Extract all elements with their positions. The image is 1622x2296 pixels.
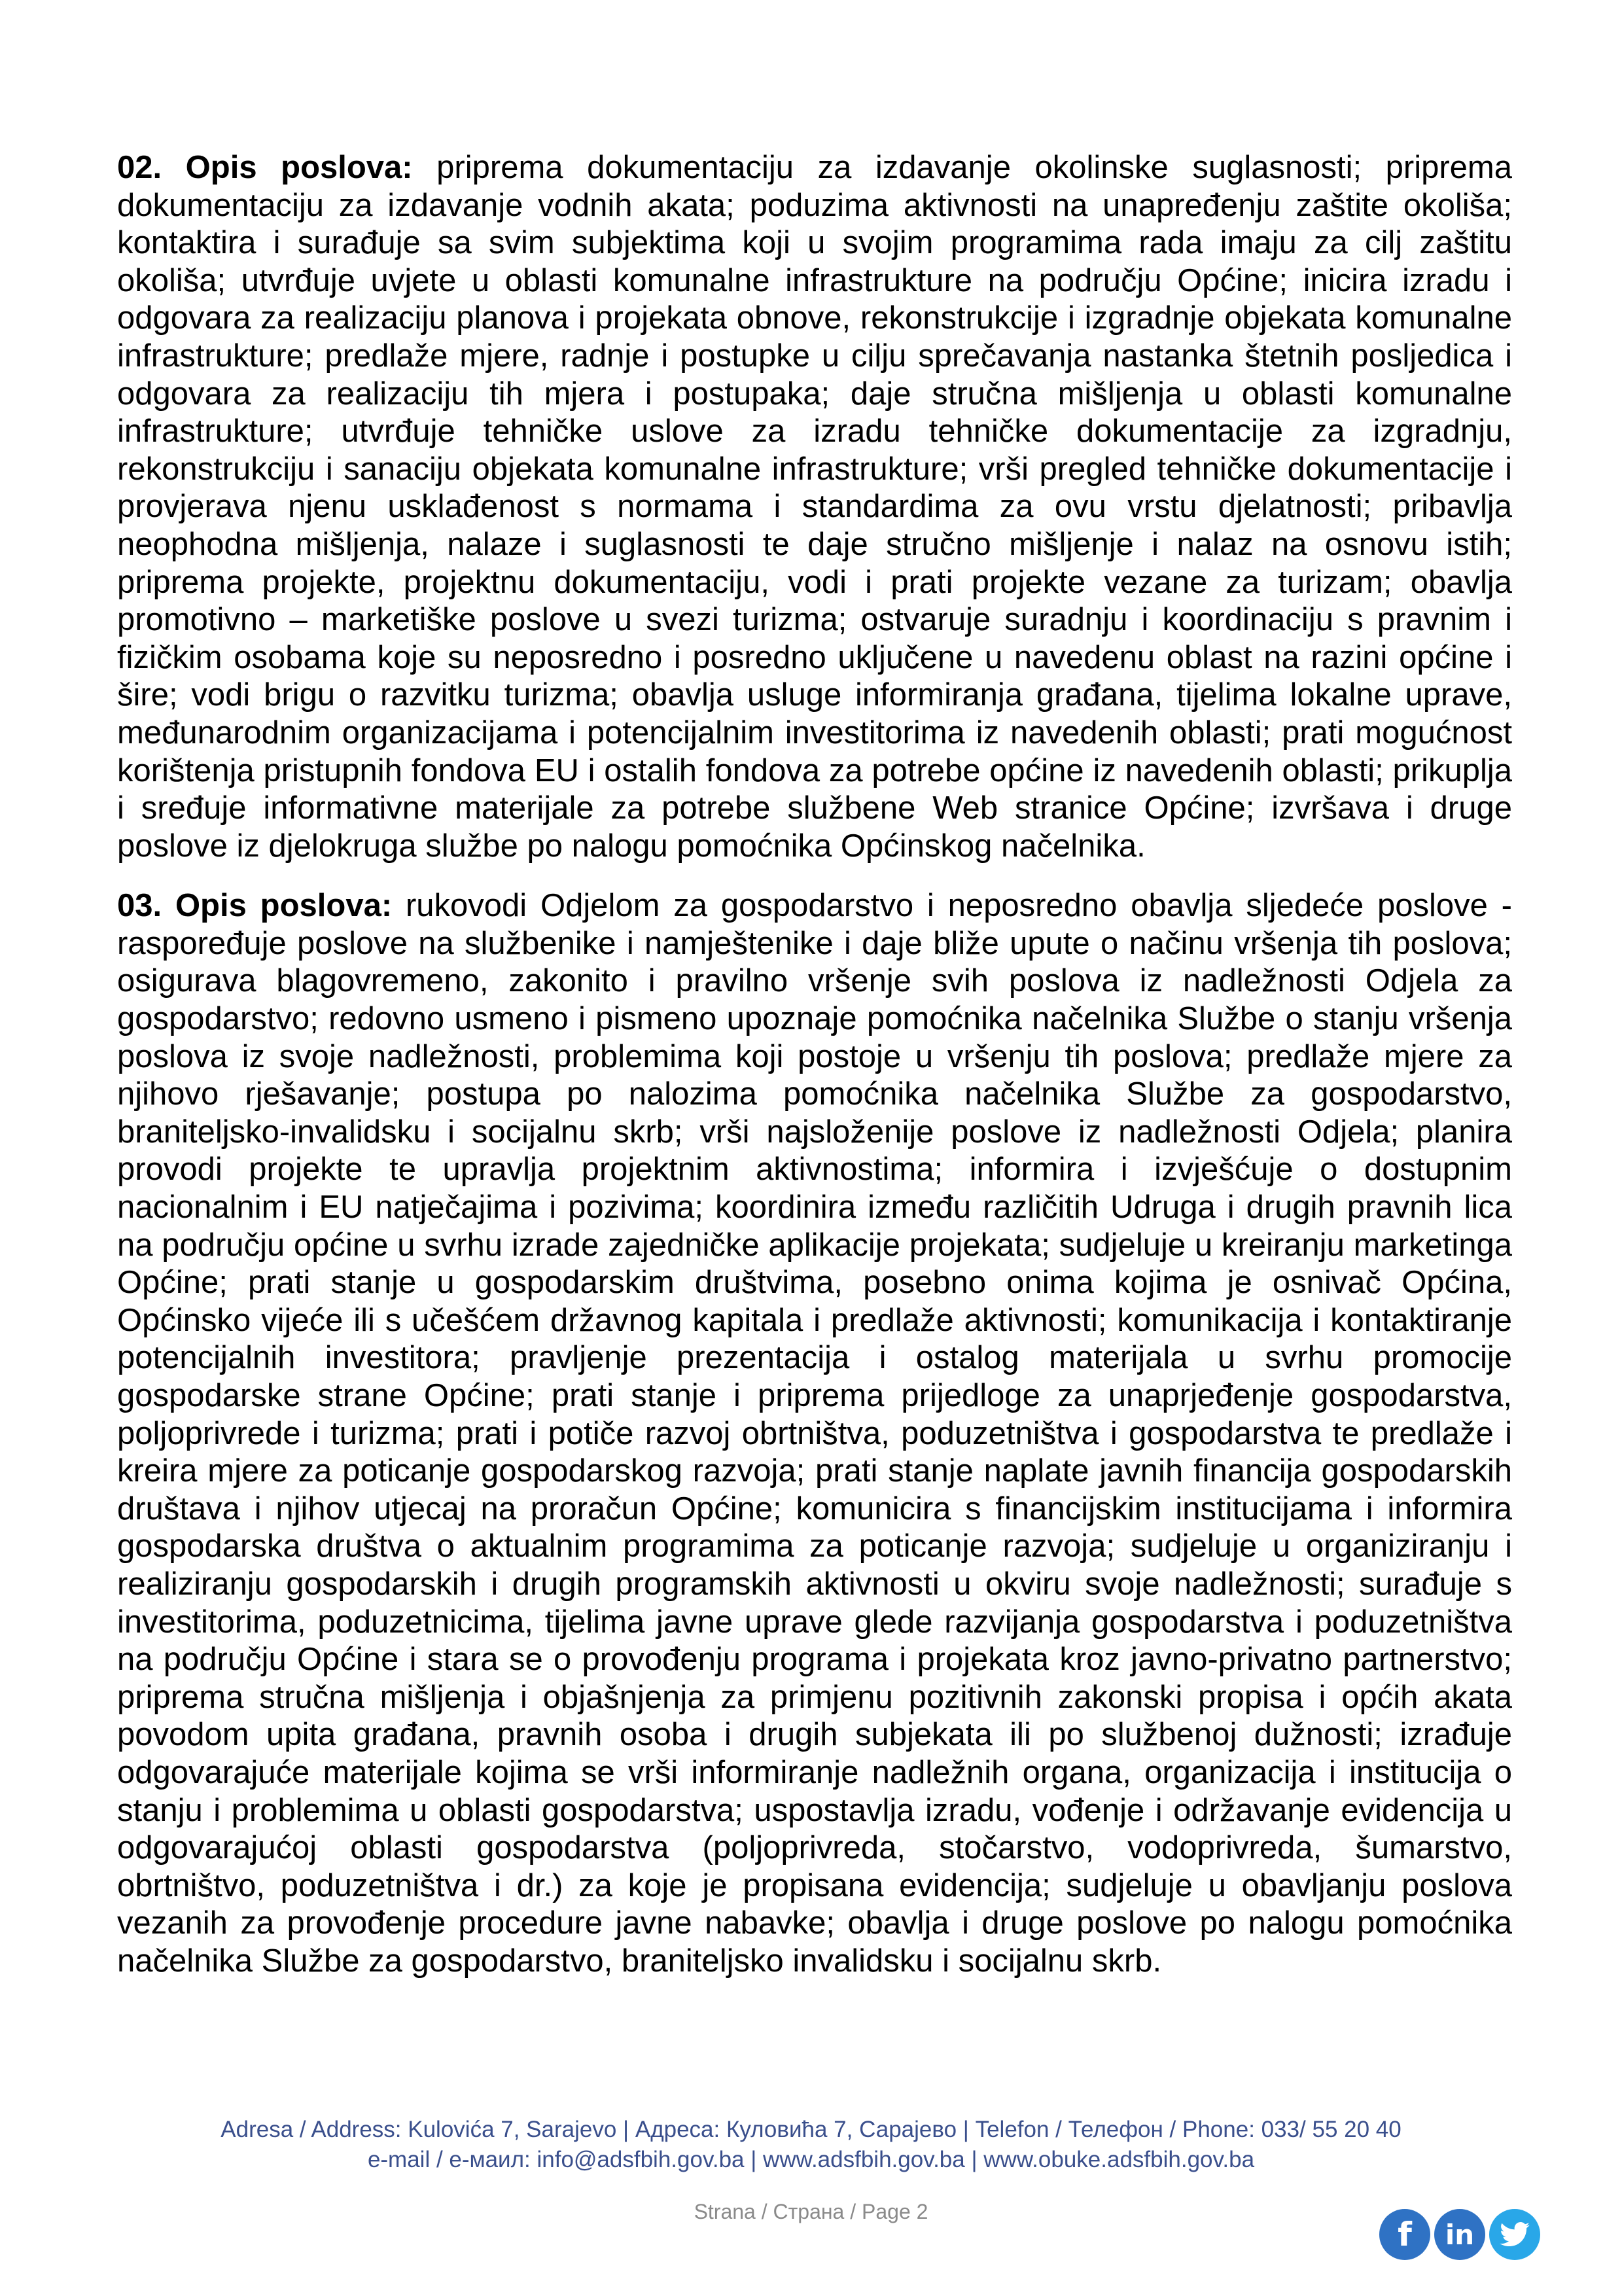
twitter-bird-shape (1500, 2222, 1530, 2247)
paragraph-label: 03. Opis poslova: (117, 888, 393, 924)
document-body (117, 149, 1512, 2003)
facebook-icon[interactable]: f (1379, 2209, 1430, 2260)
linkedin-icon[interactable]: in (1434, 2209, 1485, 2260)
footer-address: Adresa / Address: Kulovića 7, Sarajevo | Адреса: Куловића 7, Сарајево | Telefon / Телефон / Phone: 033/ 55 20 40 (220, 2117, 1402, 2142)
footer-contact[interactable]: e-mail / е-маил: info@adsfbih.gov.ba | www.adsfbih.gov.ba | www.obuke.adsfbih.gov.ba (367, 2147, 1255, 2172)
page-number: Strana / Страна / Page 2 (694, 2200, 928, 2223)
paragraph-job-03 (117, 887, 1512, 1980)
page-footer (0, 2115, 1622, 2175)
paragraph-text: priprema dokumentaciju za izdavanje okolinske suglasnosti; priprema dokumentaciju za izdavanje vodnih akata; poduzima aktivnosti na unapređenju zaštite okoliša; kontaktira i surađuje sa svim subjektima koji u svojim programima rada imaju za cilj zaštitu okoliša; utvrđuje uvjete u oblasti komunalne infrastrukture na području Općine; inicira izradu i odgovara za realizaciju planova i projekata obnove, rekonstrukcije i izgradnje objekata komunalne infrastrukture; predlaže mjere, radnje i postupke u cilju sprečavanja nastanka štetnih posljedica i odgovara za realizaciju tih mjera i postupaka; daje stručna mišljenja u oblasti komunalne infrastrukture; utvrđuje tehničke uslove za izradu tehničke dokumentacije za izgradnju, rekonstrukciju i sanaciju objekata komunalne infrastrukture; vrši pregled tehničke dokumentacije i provjerava njenu usklađenost s normama i standardima za ovu vrstu djelatnosti; pribavlja neophodna mišljenja, nalaze i suglasnosti te daje stručno mišljenje i nalaz na osnovu istih; priprema projekte, projektnu dokumentaciju, vodi i prati projekte vezane za turizam; obavlja promotivno – marketiške poslove u svezi turizma; ostvaruje suradnju i koordinaciju s pravnim i fizičkim osobama koje su neposredno i posredno uključene u navedenu oblast na razini općine i šire; vodi brigu o razvitku turizma; obavlja usluge informiranja građana, tijelima lokalne uprave, međunarodnim organizacijama i potencijalnim investitorima iz navedenih oblasti; prati mogućnost korištenja pristupnih fondova EU i ostalih fondova za potrebe općine iz navedenih oblasti; prikuplja i sređuje informativne materijale za potrebe službene Web stranice Općine; izvršava i druge poslove iz djelokruga službe po nalogu pomoćnika Općinskog načelnika. (117, 150, 1513, 864)
social-links (1379, 2209, 1540, 2260)
paragraph-job-02 (117, 149, 1512, 865)
paragraph-text: rukovodi Odjelom za gospodarstvo i neposredno obavlja sljedeće poslove - raspoređuje poslove na službenike i namještenike i daje bliže upute o načinu vršenja tih poslova; osigurava blagovremeno, zakonito i pravilno vršenje svih poslova iz nadležnosti Odjela za gospodarstvo; redovno usmeno i pismeno upoznaje pomoćnika načelnika Službe o stanju vršenja poslova iz svoje nadležnosti, problemima koji postoje u vršenju tih poslova; predlaže mjere za njihovo rješavanje; postupa po nalozima pomoćnika načelnika Službe za gospodarstvo, braniteljsko-invalidsku i socijalnu skrb; vrši najsloženije poslove iz nadležnosti Odjela; planira provodi projekte te upravlja projektnim aktivnostima; informira i izvješćuje o dostupnim nacionalnim i EU natječajima i pozivima; koordinira između različitih Udruga i drugih pravnih lica na području općine u svrhu izrade zajedničke aplikacije projekata; sudjeluje u kreiranju marketinga Općine; prati stanje u gospodarskim društvima, posebno onima kojima je osnivač Općina, Općinsko vijeće ili s učešćem državnog kapitala i predlaže aktivnosti; komunikacija i kontaktiranje potencijalnih investitora; pravljenje prezentacija i ostalog materijala u svrhu promocije gospodarske strane Općine; prati stanje i priprema prijedloge za unaprjeđenje gospodarstva, poljoprivrede i turizma; prati i potiče razvoj obrtništva, poduzetništva i gospodarstva te predlaže i kreira mjere za poticanje gospodarskog razvoja; prati stanje naplate javnih financija gospodarskih društava i njihov utjecaj na proračun Općine; komunicira s financijskim institucijama i informira gospodarska društva o aktualnim programima za poticanje razvoja; sudjeluje u organiziranju i realiziranju gospodarskih i drugih programskih aktivnosti u okviru svoje nadležnosti; surađuje s investitorima, poduzetnicima, tijelima javne uprave glede razvijanja gospodarstva i poduzetništva na području Općine i stara se o provođenju programa i projekata kroz javno-privatno partnerstvo; priprema stručna mišljenja i objašnjenja za primjenu pozitivnih zakonski propisa i općih akata povodom upita građana, pravnih osoba i drugih subjekata ili po službenoj dužnosti; izrađuje odgovarajuće materijale kojima se vrši informiranje nadležnih organa, organizacija i institucija o stanju i problemima u oblasti gospodarstva; uspostavlja izradu, vođenje i održavanje evidencija u odgovarajućoj oblasti gospodarstva (poljoprivreda, stočarstvo, vodoprivreda, šumarstvo, obrtništvo, poduzetništva i dr.) za koje je propisana evidencija; sudjeluje u obavljanju poslova vezanih za provođenje procedure javne nabavke; obavlja i druge poslove po nalogu pomoćnika načelnika Službe za gospodarstvo, braniteljsko invalidsku i socijalnu skrb. (117, 888, 1512, 1979)
paragraph-label: 02. Opis poslova: (117, 150, 413, 185)
twitter-icon[interactable] (1489, 2209, 1540, 2260)
